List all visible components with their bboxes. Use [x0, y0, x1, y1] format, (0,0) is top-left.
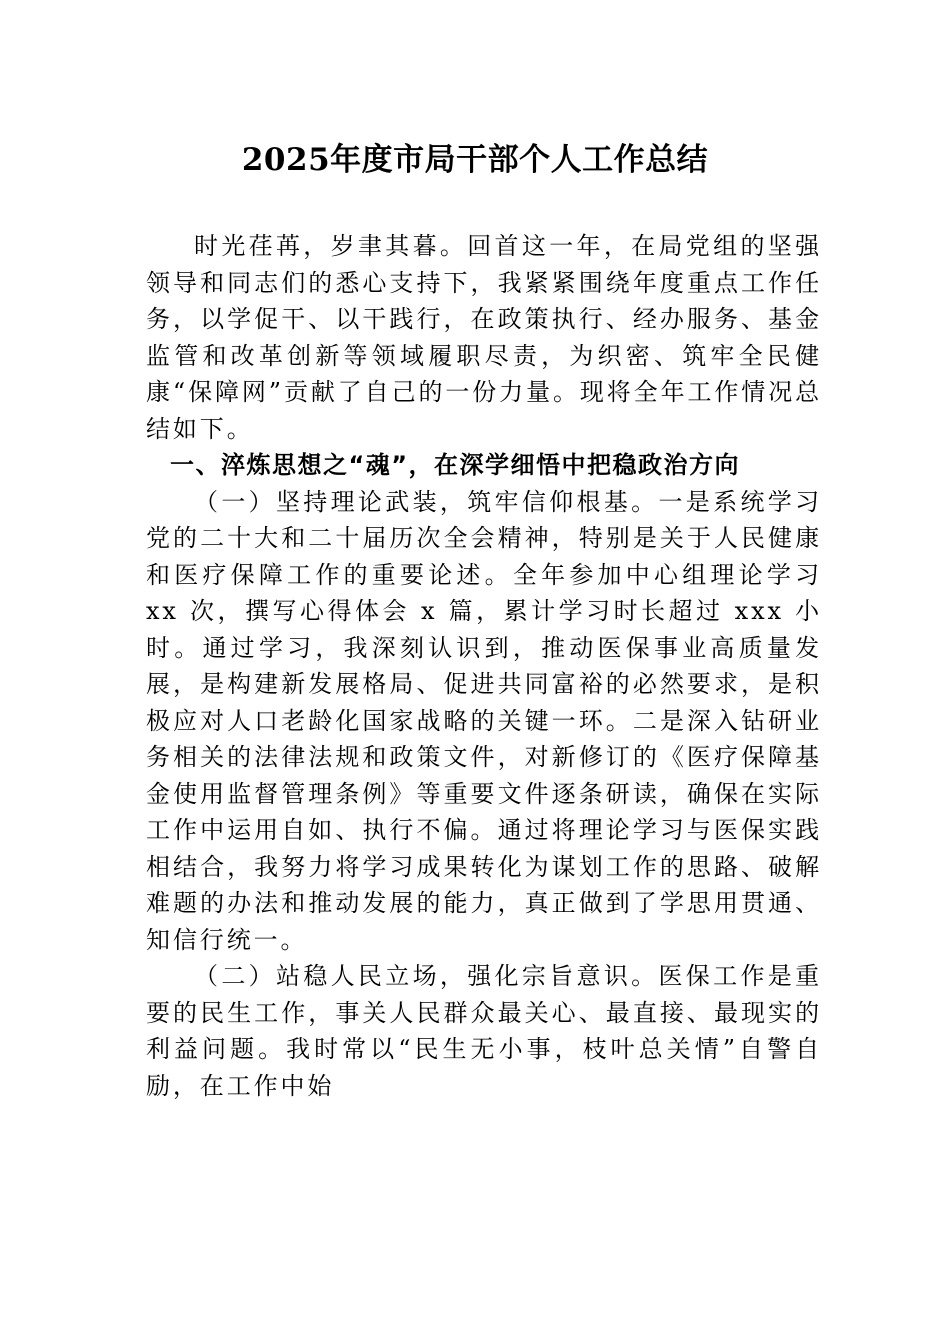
subsection-text-2: 医保工作是重要的民生工作，事关人民群众最关心、最直接、最现实的利益问题。我时常以“民生无小事，枝叶总关情”自警自励，在工作中始 [146, 962, 822, 1100]
subsection-paragraph-2 [146, 958, 822, 1104]
subsection-lead-2: （二）站稳人民立场，强化宗旨意识。 [194, 962, 659, 990]
document-body [146, 228, 822, 1104]
document-title: 2025年度市局干部个人工作总结 [241, 142, 709, 178]
subsection-paragraph-1 [146, 484, 822, 959]
intro-paragraph: 时光荏苒，岁聿其暮。回首这一年，在局党组的坚强领导和同志们的悉心支持下，我紧紧围绕年度重点工作任务，以学促干、以干践行，在政策执行、经办服务、基金监管和改革创新等领域履职尽责，为织密、筑牢全民健康“保障网”贡献了自己的一份力量。现将全年工作情况总结如下。 [146, 232, 822, 443]
subsection-lead-1: （一）坚持理论武装，筑牢信仰根基。 [194, 487, 659, 516]
section-heading-1: 一、淬炼思想之“魂”，在深学细悟中把稳政治方向 [170, 451, 741, 479]
subsection-text-1: 一是系统学习党的二十大和二十届历次全会精神，特别是关于人民健康和医疗保障工作的重要论述。全年参加中心组理论学习 xx 次，撰写心得体会 x 篇，累计学习时长超过 xxx 小时。通过学习，我深刻认识到，推动医保事业高质量发展，是构建新发展格局、促进共同富裕的必然要求，是积极应对人口老龄化国家战略的关键一环。二是深入钻研业务相关的法律法规和政策文件，对新修订的《医疗保障基金使用监督管理条例》等重要文件逐条研读，确保在实际工作中运用自如、执行不偏。通过将理论学习与医保实践相结合，我努力将学习成果转化为谋划工作的思路、破解难题的办法和推动发展的能力，真正做到了学思用贯通、知信行统一。 [146, 487, 822, 954]
